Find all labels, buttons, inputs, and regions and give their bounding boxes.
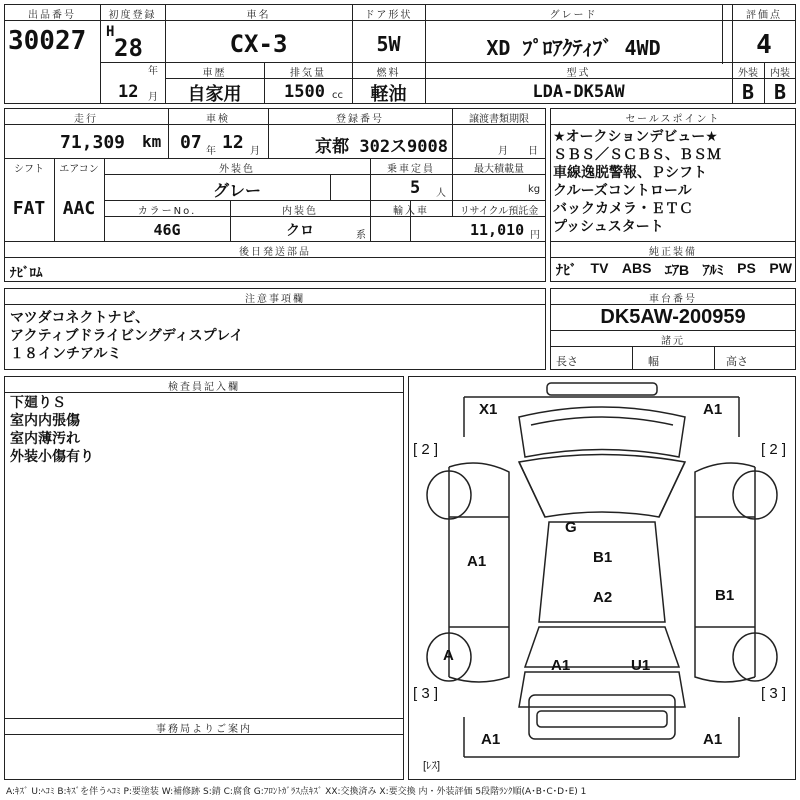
dims-label: 諸元	[661, 336, 685, 347]
displacement-label: 排気量	[290, 68, 326, 79]
notes-label: 注意事項欄	[245, 294, 305, 305]
label-a-wheel: A	[443, 647, 454, 664]
history: 自家用	[187, 84, 242, 105]
bracket-right-top: [ 2 ]	[761, 441, 787, 458]
notes-text	[10, 309, 243, 363]
color: グレー	[212, 181, 261, 200]
fuel: 軽油	[370, 84, 407, 105]
car-name-label: 車名	[246, 10, 271, 21]
label-a1-front-right: A1	[703, 401, 723, 418]
era: H	[106, 24, 115, 40]
sales-point-list	[553, 128, 721, 236]
fuel-label: 燃料	[376, 68, 401, 79]
label-x1: X1	[479, 401, 498, 418]
chassis-label: 車台番号	[649, 294, 697, 305]
loading-label: 最大積載量	[474, 164, 524, 175]
inspection-label: 車検	[206, 114, 230, 125]
equipment-item: TV	[590, 260, 609, 276]
sales-point-item: プッシュスタート	[553, 219, 664, 235]
label-b1-roof: B1	[593, 549, 613, 566]
color-no-label: カラーNo.	[137, 206, 197, 217]
equipment-item: ｴｱB	[665, 262, 690, 278]
score: 4	[756, 30, 772, 60]
year-unit: 年	[148, 66, 160, 77]
transfer-label: 譲渡書類期限	[469, 114, 529, 125]
bracket-left-top: [ 2 ]	[413, 441, 439, 458]
first-reg-month: 12	[118, 82, 139, 102]
recycle-unit: 円	[530, 230, 542, 241]
label-u1: U1	[631, 657, 651, 674]
displacement: 1500	[284, 82, 325, 102]
later-parts: ﾅﾋﾞﾛﾑ	[10, 266, 43, 281]
inspection-year: 07	[180, 132, 202, 153]
sales-point-item: 車線逸脱警報、Ｐシフト	[553, 165, 707, 181]
grade: XD ﾌﾟﾛｱｸﾃｨﾌﾞ 4WD	[486, 36, 661, 60]
office-label: 事務局よりご案内	[156, 724, 252, 735]
equipment-item: ｱﾙﾐ	[702, 262, 724, 278]
door-label: ドア形状	[364, 10, 413, 21]
roof-shape	[539, 522, 665, 622]
mileage-unit: km	[142, 132, 162, 151]
loading-unit: kg	[528, 184, 541, 195]
transfer-day: 日	[528, 146, 540, 157]
label-b1-right: B1	[715, 587, 735, 604]
ac-label: エアコン	[59, 164, 99, 175]
ext-grade: B	[741, 80, 755, 104]
label-a1-bottom-left: A1	[481, 731, 501, 748]
capacity-label: 乗車定員	[387, 164, 435, 175]
month-unit: 月	[148, 92, 160, 103]
first-reg-label: 初度登録	[108, 10, 157, 21]
equipment-item: PS	[737, 260, 756, 276]
ext-label: 外装	[738, 68, 758, 79]
lot-label: 出品番号	[28, 10, 76, 21]
height-label: 高さ	[726, 355, 748, 368]
color-label: 外装色	[219, 164, 255, 175]
history-label: 車歴	[202, 68, 227, 79]
equip-label: 純正装備	[649, 247, 697, 258]
later-parts-label: 後日発送部品	[239, 247, 311, 258]
width-label: 幅	[648, 355, 659, 368]
front-bumper-shape	[547, 383, 657, 395]
sales-point-item: バックカメラ・ＥＴＣ	[553, 201, 693, 217]
inspector-note-line: 下廻りＳ	[10, 395, 66, 411]
label-a1-bottom-right: A1	[703, 731, 723, 748]
lot-number: 30027	[8, 26, 87, 56]
insp-year-unit: 年	[206, 146, 218, 157]
sales-point-item: ★オークションデビュー★	[553, 129, 718, 145]
car-diagram-svg	[409, 377, 795, 779]
transfer-month: 月	[498, 146, 510, 157]
sales-point-item: クルーズコントロール	[553, 183, 692, 199]
hood-shape	[519, 407, 685, 457]
first-reg-year: 28	[114, 34, 143, 62]
length-label: 長さ	[556, 355, 578, 368]
label-a2: A2	[593, 589, 613, 606]
registration: 京都 302ス9008	[315, 137, 448, 157]
capacity-unit: 人	[436, 188, 448, 199]
note-line: アクティブドライビングディスプレイ	[10, 328, 244, 344]
note-line: マツダコネクトナビ、	[10, 310, 150, 326]
int-color: クロ	[286, 223, 314, 239]
reg-label: 登録番号	[336, 114, 384, 125]
ac: AAC	[62, 198, 96, 219]
inspector-note-line: 外装小傷有り	[10, 449, 94, 465]
int-grade: B	[773, 80, 787, 104]
shift-label: シフト	[14, 164, 44, 175]
label-a1-rear: A1	[551, 657, 571, 674]
mileage-label: 走行	[74, 114, 98, 125]
model-label: 型式	[566, 68, 591, 79]
inspector-note-line: 室内薄汚れ	[10, 431, 80, 447]
damage-diagram	[408, 376, 796, 780]
score-label: 評価点	[746, 10, 782, 21]
insp-month-unit: 月	[250, 146, 262, 157]
import-label: 輸入車	[393, 206, 429, 217]
displacement-unit: cc	[332, 90, 343, 101]
equipment-list	[556, 260, 792, 280]
equipment-item: ABS	[621, 260, 652, 276]
inspection-month: 12	[222, 132, 244, 153]
inspector-note-line: 室内内張傷	[10, 413, 80, 429]
rear-bumper-shape	[537, 711, 667, 727]
shift: FAT	[12, 198, 46, 219]
inspector-label: 検査員記入欄	[168, 382, 240, 393]
sales-label: セールスポイント	[625, 114, 721, 125]
inspector-notes	[10, 394, 94, 466]
trunk-shape	[519, 672, 685, 707]
label-g: G	[565, 519, 577, 536]
label-resu: [ﾚｽ]	[423, 760, 441, 772]
rear-window-shape	[525, 627, 679, 667]
int-color-label: 内装色	[282, 206, 318, 217]
int-label: 内装	[770, 68, 790, 79]
sales-point-item: ＳＢＳ／ＳＣＢＳ、ＢＳＭ	[553, 147, 721, 163]
int-color-unit: 系	[356, 230, 368, 241]
equipment-item: PW	[769, 260, 792, 276]
color-no: 46G	[153, 221, 181, 239]
recycle: 11,010	[470, 221, 525, 239]
grade-label: グレード	[549, 10, 598, 21]
door-type: 5W	[376, 32, 401, 56]
mileage: 71,309	[60, 132, 126, 153]
equipment-item: ﾅﾋﾞ	[556, 262, 577, 278]
model: LDA-DK5AW	[532, 82, 625, 102]
note-line: １８インチアルミ	[10, 346, 122, 362]
legend: A:ｷｽﾞ U:ﾍｺﾐ B:ｷｽﾞを伴うﾍｺﾐ P:要塗装 W:補修跡 S:錆 C:腐食 G:ﾌﾛﾝﾄｶﾞﾗｽ点ｷｽﾞ XX:交換済み X:要交換 内・外装評価 5段階ﾗﾝｸ順(A･B･C･D･E) 1	[6, 787, 587, 797]
recycle-label: リサイクル預託金	[459, 206, 539, 217]
car-name: CX-3	[229, 30, 288, 58]
chassis-number: DK5AW-200959	[600, 306, 746, 328]
windshield-shape	[519, 455, 685, 518]
bracket-right-bottom: [ 3 ]	[761, 685, 787, 702]
label-a1-left: A1	[467, 553, 487, 570]
bracket-left-bottom: [ 3 ]	[413, 685, 439, 702]
capacity: 5	[410, 178, 421, 198]
